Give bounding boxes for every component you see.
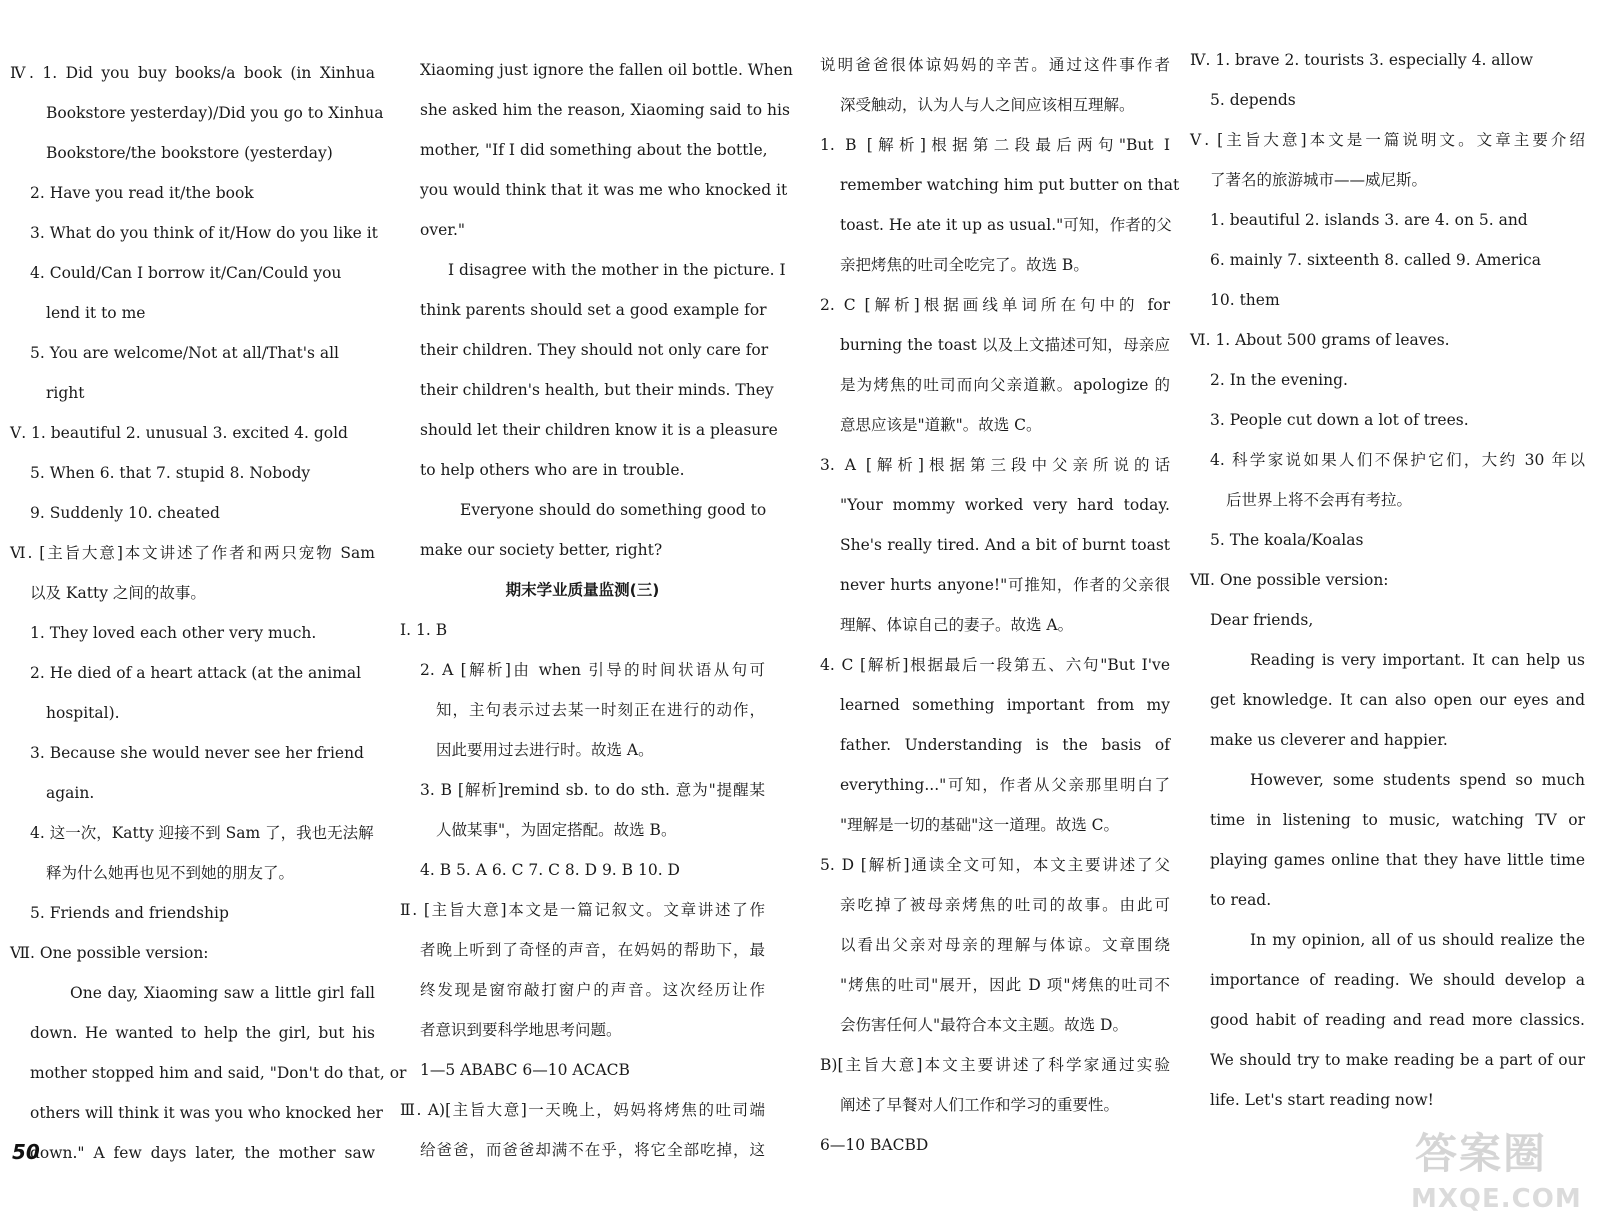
text-line: 2. In the evening. — [1210, 371, 1348, 389]
page-number: 50 — [12, 1140, 40, 1164]
text-line: 3. Because she would never see her friend — [30, 744, 364, 762]
text-line: 深受触动，认为人与人之间应该相互理解。 — [840, 96, 1135, 114]
text-line: importance of reading. We should develop a — [1210, 971, 1585, 989]
text-line: 2. C [解析]根据画线单词所在句中的 for — [820, 296, 1170, 314]
text-line: make us cleverer and happier. — [1210, 731, 1448, 749]
text-line: mother, "If I did something about the bottle, — [420, 141, 768, 159]
text-line: B)[主旨大意]本文主要讲述了科学家通过实验 — [820, 1056, 1170, 1074]
text-line: Ⅵ. [主旨大意]本文讲述了作者和两只宠物 Sam — [10, 544, 375, 562]
text-line: down. He wanted to help the girl, but his — [30, 1024, 375, 1042]
text-line: 5. Friends and friendship — [30, 904, 229, 922]
text-line: "烤焦的吐司"展开，因此 D 项"烤焦的吐司不 — [840, 976, 1170, 994]
text-line: 4. 科学家说如果人们不保护它们，大约 30 年以 — [1210, 451, 1585, 469]
text-line: 意思应该是"道歉"。故选 C。 — [840, 416, 1042, 434]
text-line: Ⅴ. [主旨大意]本文是一篇说明文。文章主要介绍 — [1190, 131, 1585, 149]
text-line: 2. A [解析]由 when 引导的时间状语从句可 — [420, 661, 765, 679]
text-line: Ⅶ. One possible version: — [1190, 571, 1389, 589]
answer-column-2 — [400, 50, 793, 1170]
text-line: "理解是一切的基础"这一道理。故选 C。 — [840, 816, 1120, 834]
text-line: 知，主句表示过去某一时刻正在进行的动作， — [436, 701, 765, 719]
text-line: Ⅳ. 1. brave 2. tourists 3. especially 4. allow — [1190, 51, 1534, 69]
text-line: 10. them — [1210, 291, 1280, 309]
text-line: Dear friends, — [1210, 611, 1314, 629]
text-line: In my opinion, all of us should realize the — [1250, 931, 1585, 949]
answer-column-4 — [1190, 40, 1585, 1120]
text-line: 1—5 ABABC 6—10 ACACB — [420, 1061, 630, 1079]
text-line: 5. depends — [1210, 91, 1296, 109]
text-line: everything..."可知，作者从父亲那里明白了 — [840, 776, 1170, 794]
text-line: She's really tired. And a bit of burnt toast — [840, 536, 1170, 554]
text-line: down." A few days later, the mother saw — [30, 1144, 375, 1162]
text-line: should let their children know it is a pleasure — [420, 421, 778, 439]
text-line: hospital). — [46, 704, 120, 722]
text-line: 1. B [解析]根据第二段最后两句"But I — [820, 136, 1170, 154]
text-line: 4. Could/Can I borrow it/Can/Could you — [30, 264, 342, 282]
text-line: right — [46, 384, 85, 402]
text-line: I disagree with the mother in the picture. I — [448, 261, 786, 279]
text-line: 亲把烤焦的吐司全吃完了。故选 B。 — [840, 256, 1089, 274]
text-line: 释为什么她再也见不到她的朋友了。 — [46, 864, 295, 882]
text-line: Ⅵ. 1. About 500 grams of leaves. — [1190, 331, 1450, 349]
answer-column-3 — [820, 45, 1180, 1165]
text-line: However, some students spend so much — [1250, 771, 1585, 789]
text-line: 6—10 BACBD — [820, 1136, 929, 1154]
text-line: 人做某事"，为固定搭配。故选 B。 — [436, 821, 677, 839]
text-line: 以及 Katty 之间的故事。 — [30, 584, 206, 602]
text-line: Ⅳ. 1. Did you buy books/a book (in Xinhua — [10, 64, 375, 82]
text-line: 4. C [解析]根据最后一段第五、六句"But I've — [820, 656, 1170, 674]
text-line: you would think that it was me who knocked it — [420, 181, 788, 199]
text-line: mother stopped him and said, "Don't do that, or — [30, 1064, 407, 1082]
text-line: 者意识到要科学地思考问题。 — [420, 1021, 622, 1039]
text-line: 4. B 5. A 6. C 7. C 8. D 9. B 10. D — [420, 861, 680, 879]
text-line: playing games online that they have little time — [1210, 851, 1585, 869]
text-line: 给爸爸，而爸爸却满不在乎，将它全部吃掉，这 — [420, 1141, 765, 1159]
text-line: time in listening to music, watching TV or — [1210, 811, 1585, 829]
text-line: Reading is very important. It can help us — [1250, 651, 1585, 669]
text-line: 理解、体谅自己的妻子。故选 A。 — [840, 616, 1074, 634]
watermark-logo — [1407, 1119, 1582, 1214]
text-line: toast. He ate it up as usual."可知，作者的父 — [840, 216, 1172, 234]
text-line: life. Let's start reading now! — [1210, 1091, 1434, 1109]
text-line: 5. You are welcome/Not at all/That's all — [30, 344, 340, 362]
text-line: Everyone should do something good to — [460, 501, 767, 519]
text-line: 说明爸爸很体谅妈妈的辛苦。通过这件事作者 — [820, 56, 1170, 74]
text-line: 后世界上将不会再有考拉。 — [1226, 491, 1413, 509]
text-line: she asked him the reason, Xiaoming said to his — [420, 101, 790, 119]
text-line: 3. B [解析]remind sb. to do sth. 意为"提醒某 — [420, 781, 765, 799]
text-line: Bookstore/the bookstore (yesterday) — [46, 144, 333, 162]
text-line: 2. He died of a heart attack (at the animal — [30, 664, 362, 682]
text-line: 会伤害任何人"最符合本文主题。故选 D。 — [840, 1016, 1128, 1034]
text-line: 以看出父亲对母亲的理解与体谅。文章围绕 — [840, 936, 1170, 954]
text-line: Ⅲ. A)[主旨大意]一天晚上，妈妈将烤焦的吐司端 — [400, 1101, 765, 1119]
text-line: 5. D [解析]通读全文可知，本文主要讲述了父 — [820, 856, 1170, 874]
text-line: their children's health, but their minds. They — [420, 381, 774, 399]
text-line: remember watching him put butter on that — [840, 176, 1180, 194]
text-line: 者晚上听到了奇怪的声音，在妈妈的帮助下，最 — [420, 941, 765, 959]
answer-column-1 — [10, 53, 407, 1173]
text-line: burning the toast 以及上文描述可知，母亲应 — [840, 336, 1170, 354]
text-line: 5. The koala/Koalas — [1210, 531, 1364, 549]
text-line: One day, Xiaoming saw a little girl fall — [70, 984, 375, 1002]
text-line: 亲吃掉了被母亲烤焦的吐司的故事。由此可 — [840, 896, 1170, 914]
text-line: 3. What do you think of it/How do you like it — [30, 224, 378, 242]
text-line: 2. Have you read it/the book — [30, 184, 254, 202]
text-line: 期末学业质量监测(三) — [505, 581, 660, 599]
watermark-text: 答案圈 — [1415, 1129, 1548, 1178]
text-line: 1. beautiful 2. islands 3. are 4. on 5. and — [1210, 211, 1528, 229]
text-line: make our society better, right? — [420, 541, 663, 559]
text-line: lend it to me — [46, 304, 146, 322]
text-line: Ⅱ. [主旨大意]本文是一篇记叙文。文章讲述了作 — [400, 901, 765, 919]
watermark-url: MXQE.COM — [1411, 1184, 1582, 1214]
text-line: 阐述了早餐对人们工作和学习的重要性。 — [840, 1096, 1120, 1114]
text-line: good habit of reading and read more classics. — [1210, 1011, 1585, 1029]
text-line: Ⅰ. 1. B — [400, 621, 448, 639]
text-line: Xiaoming just ignore the fallen oil bottle. When — [420, 61, 793, 79]
text-line: learned something important from my — [840, 696, 1170, 714]
text-line: never hurts anyone!"可推知，作者的父亲很 — [840, 576, 1170, 594]
text-line: Ⅴ. 1. beautiful 2. unusual 3. excited 4. gold — [10, 424, 348, 442]
text-line: 1. They loved each other very much. — [30, 624, 317, 642]
text-line: 了著名的旅游城市——威尼斯。 — [1210, 171, 1428, 189]
text-line: 6. mainly 7. sixteenth 8. called 9. America — [1210, 251, 1541, 269]
text-line: father. Understanding is the basis of — [840, 736, 1170, 754]
text-line: their children. They should not only care for — [420, 341, 769, 359]
text-line: 是为烤焦的吐司而向父亲道歉。apologize 的 — [840, 376, 1170, 394]
text-line: 4. 这一次，Katty 迎接不到 Sam 了，我也无法解 — [30, 824, 374, 842]
text-line: 9. Suddenly 10. cheated — [30, 504, 220, 522]
text-line: to help others who are in trouble. — [420, 461, 685, 479]
text-line: others will think it was you who knocked her — [30, 1104, 383, 1122]
text-line: 3. People cut down a lot of trees. — [1210, 411, 1469, 429]
text-line: think parents should set a good example for — [420, 301, 767, 319]
text-line: We should try to make reading be a part of our — [1210, 1051, 1585, 1069]
text-line: over." — [420, 221, 466, 239]
text-line: 3. A [解析]根据第三段中父亲所说的话 — [820, 456, 1170, 474]
text-line: Ⅶ. One possible version: — [10, 944, 209, 962]
text-line: again. — [46, 784, 95, 802]
text-line: 因此要用过去进行时。故选 A。 — [436, 741, 654, 759]
text-line: to read. — [1210, 891, 1272, 909]
text-line: 5. When 6. that 7. stupid 8. Nobody — [30, 464, 311, 482]
text-line: "Your mommy worked very hard today. — [840, 496, 1170, 514]
text-line: 终发现是窗帘敲打窗户的声音。这次经历让作 — [420, 981, 765, 999]
text-line: Bookstore yesterday)/Did you go to Xinhua — [46, 104, 384, 122]
text-line: get knowledge. It can also open our eyes and — [1210, 691, 1585, 709]
